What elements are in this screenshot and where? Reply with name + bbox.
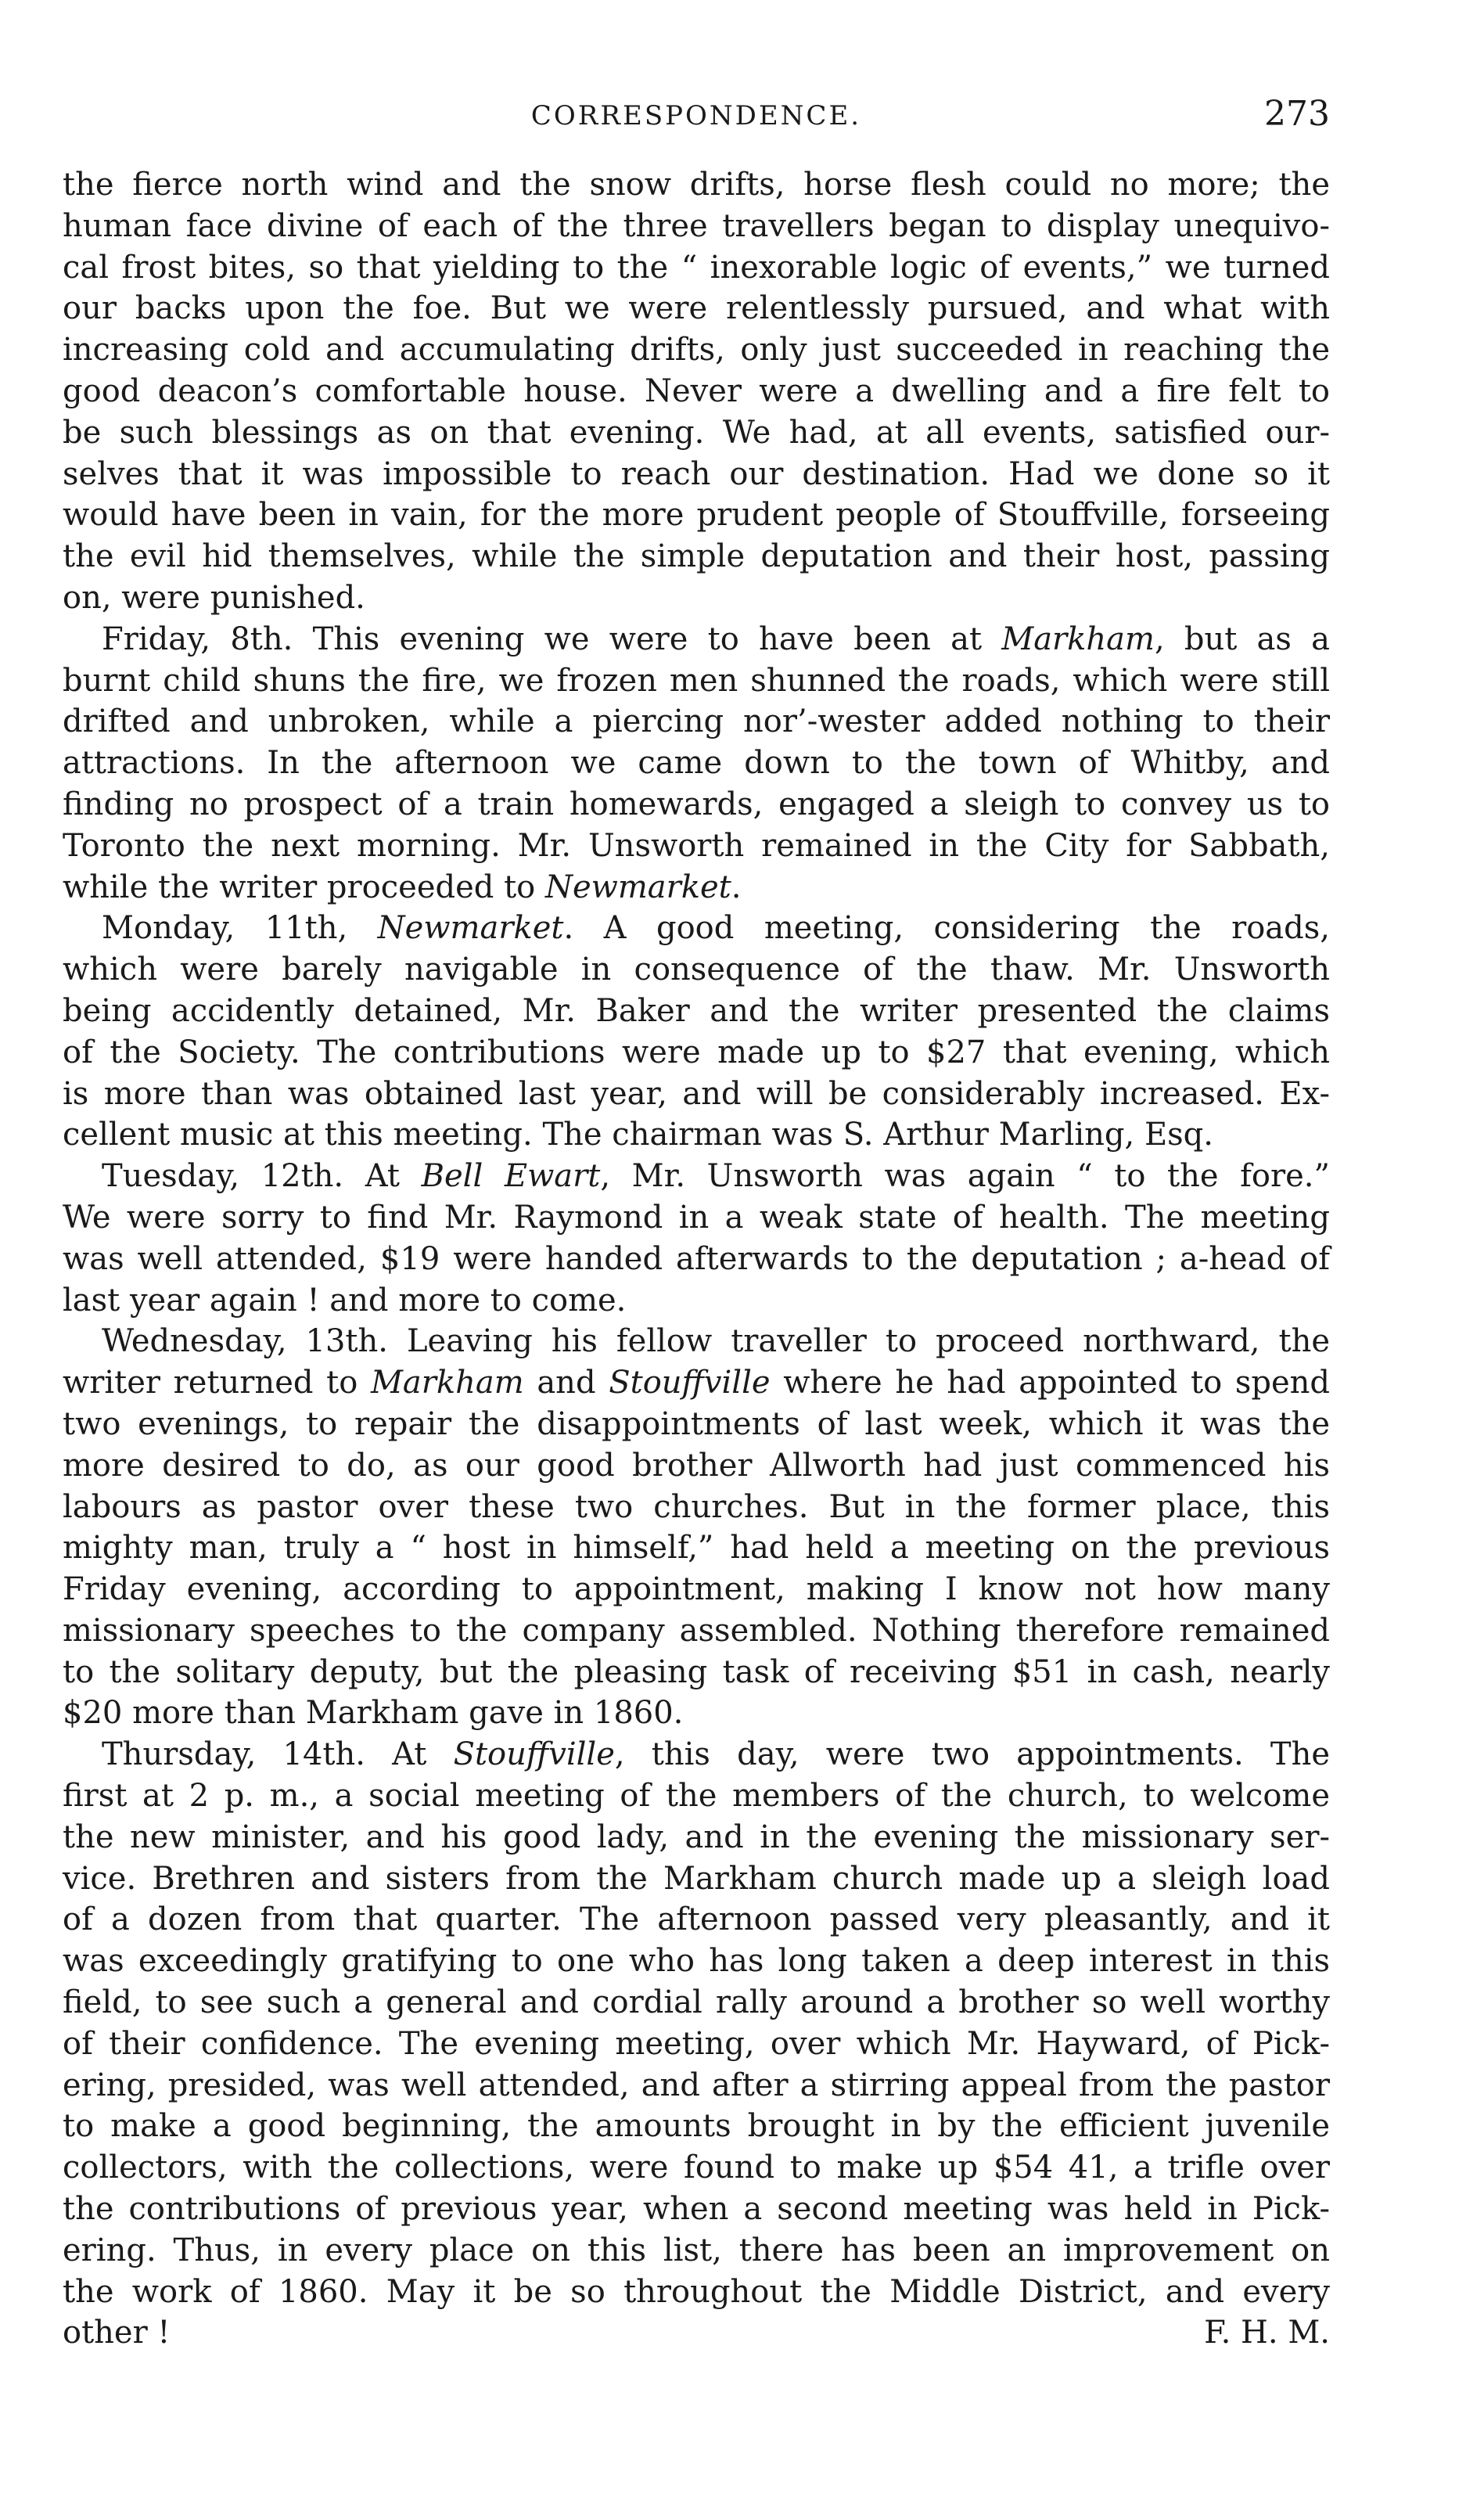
closing-text: other ! [63, 2315, 171, 2351]
text-line: which were barely navigable in consequence of the thaw. Mr. Unsworth [63, 952, 1330, 988]
text-line: cellent music at this meeting. The chairman was S. Arthur Marling, Esq. [63, 1117, 1213, 1153]
text-line: drifted and unbroken, while a piercing nor’-wester added nothing to their [63, 703, 1330, 740]
text-line: Friday, 8th. This evening we were to have been at Markham, but as a [102, 621, 1330, 657]
page-number: 273 [1264, 94, 1330, 134]
text-line: the evil hid themselves, while the simple deputation and their host, passing [63, 538, 1330, 575]
author-initials: F. H. M. [1204, 2315, 1330, 2351]
text-line: mighty man, truly a “ host in himself,” had held a meeting on the previous [63, 1530, 1330, 1567]
text-line: field, to see such a general and cordial rally around a brother so well worthy [63, 1984, 1330, 2021]
text-line: the fierce north wind and the snow drifts, horse flesh could no more; the [63, 167, 1330, 203]
text-line: collectors, with the collections, were found to make up $54 41, a trifle over [63, 2150, 1330, 2186]
text-line: being accidently detained, Mr. Baker and the writer presented the claims [63, 992, 1330, 1029]
text-line: Wednesday, 13th. Leaving his fellow traveller to proceed northward, the [102, 1323, 1330, 1360]
text-line: human face divine of each of the three travellers began to display unequivo- [63, 207, 1330, 244]
text-line: burnt child shuns the fire, we frozen men shunned the roads, which were still [63, 662, 1330, 699]
text-line: cal frost bites, so that yielding to the “ inexorable logic of events,” we turned [63, 249, 1330, 286]
text-line: We were sorry to find Mr. Raymond in a weak state of health. The meeting [63, 1199, 1330, 1236]
text-line: last year again ! and more to come. [63, 1282, 627, 1319]
text-line: Toronto the next morning. Mr. Unsworth remained in the City for Sabbath, [63, 827, 1330, 864]
text-line: selves that it was impossible to reach our destination. Had we done so it [63, 455, 1330, 492]
text-line: of a dozen from that quarter. The afternoon passed very pleasantly, and it [63, 1901, 1330, 1938]
text-line: of the Society. The contributions were made up to $27 that evening, which [63, 1034, 1330, 1070]
running-head: CORRESPONDENCE. [530, 100, 862, 131]
text-line: finding no prospect of a train homewards, engaged a sleigh to convey us to [63, 786, 1330, 822]
text-line: increasing cold and accumulating drifts, only just succeeded in reaching the [63, 332, 1330, 369]
text-line: to make a good beginning, the amounts brought in by the efficient juvenile [63, 2108, 1330, 2145]
text-line: more desired to do, as our good brother Allworth had just commenced his [63, 1447, 1330, 1484]
text-line: missionary speeches to the company assembled. Nothing therefore remained [63, 1612, 1330, 1649]
text-line: Monday, 11th, Newmarket. A good meeting, considering the roads, [102, 910, 1330, 947]
text-line: would have been in vain, for the more prudent people of Stouffville, forseeing [63, 497, 1330, 534]
text-line: $20 more than Markham gave in 1860. [63, 1695, 684, 1732]
text-line: the new minister, and his good lady, and in the evening the missionary ser- [63, 1819, 1330, 1855]
text-line: is more than was obtained last year, and will be considerably increased. Ex- [63, 1075, 1330, 1112]
text-line: our backs upon the foe. But we were relentlessly pursued, and what with [63, 290, 1330, 327]
text-line: good deacon’s comfortable house. Never were a dwelling and a fire felt to [63, 372, 1330, 409]
paragraph [63, 1156, 1330, 1321]
article-body [63, 164, 1330, 2354]
signoff [63, 2312, 1330, 2354]
text-line: ering, presided, was well attended, and after a stirring appeal from the pastor [63, 2067, 1330, 2103]
text-line: was exceedingly gratifying to one who has long taken a deep interest in this [63, 1943, 1330, 1980]
text-line: be such blessings as on that evening. We had, at all events, satisfied our- [63, 414, 1330, 451]
text-line: first at 2 p. m., a social meeting of the members of the church, to welcome [63, 1778, 1330, 1815]
text-line: the work of 1860. May it be so throughout the Middle District, and every [63, 2273, 1330, 2310]
paragraph [63, 619, 1330, 908]
paragraph [63, 1321, 1330, 1734]
text-line: on, were punished. [63, 579, 365, 616]
text-line: was well attended, $19 were handed afterwards to the deputation ; a-head of [63, 1240, 1330, 1277]
text-line: writer returned to Markham and Stouffville where he had appointed to spend [63, 1365, 1331, 1401]
text-line: Tuesday, 12th. At Bell Ewart, Mr. Unsworth was again “ to the fore.” [102, 1158, 1330, 1195]
text-line: Thursday, 14th. At Stouffville, this day, were two appointments. The [102, 1736, 1330, 1773]
paragraph [63, 164, 1330, 619]
text-line: ering. Thus, in every place on this list, there has been an improvement on [63, 2232, 1330, 2268]
paragraph [63, 908, 1330, 1156]
text-line: attractions. In the afternoon we came down to the town of Whitby, and [63, 745, 1330, 782]
text-line: the contributions of previous year, when a second meeting was held in Pick- [63, 2191, 1330, 2228]
text-line: Friday evening, according to appointment, making I know not how many [63, 1571, 1330, 1608]
text-line: vice. Brethren and sisters from the Markham church made up a sleigh load [63, 1860, 1330, 1897]
page-header [63, 94, 1330, 141]
text-line: to the solitary deputy, but the pleasing task of receiving $51 in cash, nearly [63, 1653, 1330, 1690]
paragraph [63, 1734, 1330, 2312]
text-line: two evenings, to repair the disappointments of last week, which it was the [63, 1405, 1330, 1442]
text-line: labours as pastor over these two churches. But in the former place, this [63, 1488, 1330, 1525]
text-line: while the writer proceeded to Newmarket. [63, 869, 742, 905]
text-line: of their confidence. The evening meeting, over which Mr. Hayward, of Pick- [63, 2025, 1330, 2062]
